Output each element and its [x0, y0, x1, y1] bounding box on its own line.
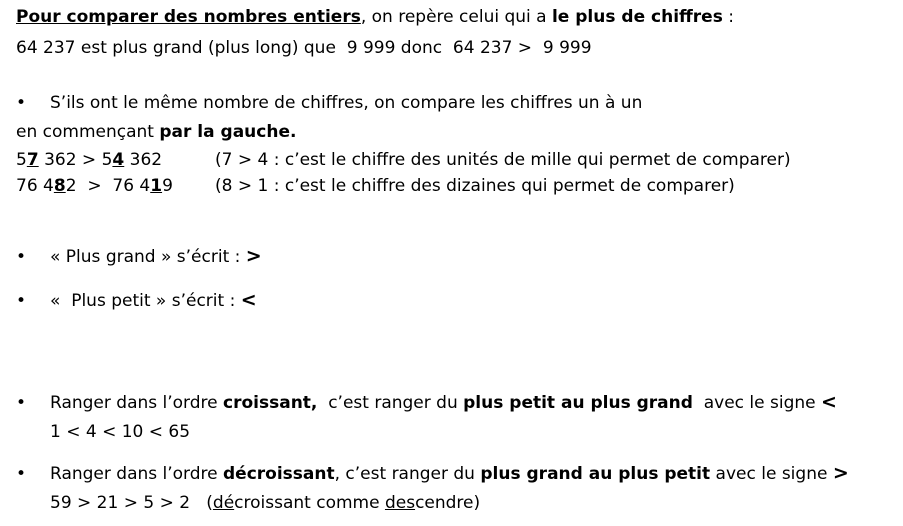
- decroissant-ex-a: 59 > 21 > 5 > 2 (: [50, 493, 213, 513]
- ex1-post: 362: [124, 150, 163, 170]
- bullet: •: [16, 93, 27, 113]
- rule-bold: par la gauche.: [159, 122, 297, 142]
- decroissant-ex-c: cendre): [415, 493, 481, 513]
- plus-grand-text: « Plus grand » s’écrit :: [50, 247, 246, 267]
- croissant-bold: croissant,: [223, 393, 318, 413]
- title-bold: le plus de chiffres: [551, 7, 723, 27]
- decroissant-ex-underline-2: des: [384, 493, 416, 513]
- less-than-sign: <: [240, 289, 257, 311]
- decroissant-ex-b: croissant comme: [234, 493, 385, 513]
- title-colon: :: [722, 7, 734, 27]
- rule-same-line1: S’ils ont le même nombre de chiffres, on compare les chiffres un à un: [50, 93, 643, 113]
- plus-grand-line: [50, 245, 262, 268]
- example-length: 64 237 est plus grand (plus long) que 9 999 donc 64 237 > 9 999: [16, 38, 592, 58]
- bullet: •: [16, 464, 27, 484]
- croissant-text-c: c’est ranger du: [317, 393, 464, 413]
- decroissant-text-a: Ranger dans l’ordre: [50, 464, 224, 484]
- decroissant-ex-underline-1: dé: [212, 493, 235, 513]
- croissant-line: [50, 391, 837, 414]
- greater-than-sign: >: [245, 245, 262, 267]
- bullet: •: [16, 393, 27, 413]
- rule-same-line2: [16, 121, 296, 143]
- ex2-mid: 2 > 76 4: [65, 176, 151, 196]
- decroissant-bold: décroissant: [223, 464, 335, 484]
- ex2-pre: 76 4: [16, 176, 54, 196]
- decroissant-line: [50, 462, 849, 485]
- greater-than-sign: >: [832, 462, 849, 484]
- ex1-digit: 7: [26, 150, 39, 170]
- example-2-note: (8 > 1 : c’est le chiffre des dizaines qui permet de comparer): [215, 176, 735, 196]
- example-1-note: (7 > 4 : c’est le chiffre des unités de mille qui permet de comparer): [215, 150, 791, 170]
- plus-petit-line: [50, 289, 257, 312]
- ex1-digit2: 4: [112, 150, 125, 170]
- title-heading: Pour comparer des nombres entiers: [16, 7, 361, 27]
- plus-petit-text: « Plus petit » s’écrit :: [50, 291, 241, 311]
- bullet: •: [16, 291, 27, 311]
- ex2-digit: 8: [53, 176, 66, 196]
- decroissant-example: [50, 492, 480, 514]
- decroissant-text-e: avec le signe: [710, 464, 833, 484]
- ex1-mid: 362 > 5: [38, 150, 113, 170]
- ex1-pre: 5: [16, 150, 27, 170]
- example-2: [16, 175, 173, 197]
- ex2-post: 9: [162, 176, 173, 196]
- decroissant-bold-2: plus grand au plus petit: [480, 464, 711, 484]
- less-than-sign: <: [821, 391, 837, 413]
- croissant-text-a: Ranger dans l’ordre: [50, 393, 224, 413]
- title-line: [16, 6, 734, 28]
- ex2-digit2: 1: [150, 176, 163, 196]
- croissant-text-e: avec le signe: [692, 393, 821, 413]
- rule-text: en commençant: [16, 122, 160, 142]
- croissant-bold-2: plus petit au plus grand: [463, 393, 693, 413]
- title-text: , on repère celui qui a: [360, 7, 552, 27]
- example-1: [16, 149, 162, 171]
- decroissant-text-c: , c’est ranger du: [334, 464, 481, 484]
- croissant-example: 1 < 4 < 10 < 65: [50, 422, 191, 442]
- bullet: •: [16, 247, 27, 267]
